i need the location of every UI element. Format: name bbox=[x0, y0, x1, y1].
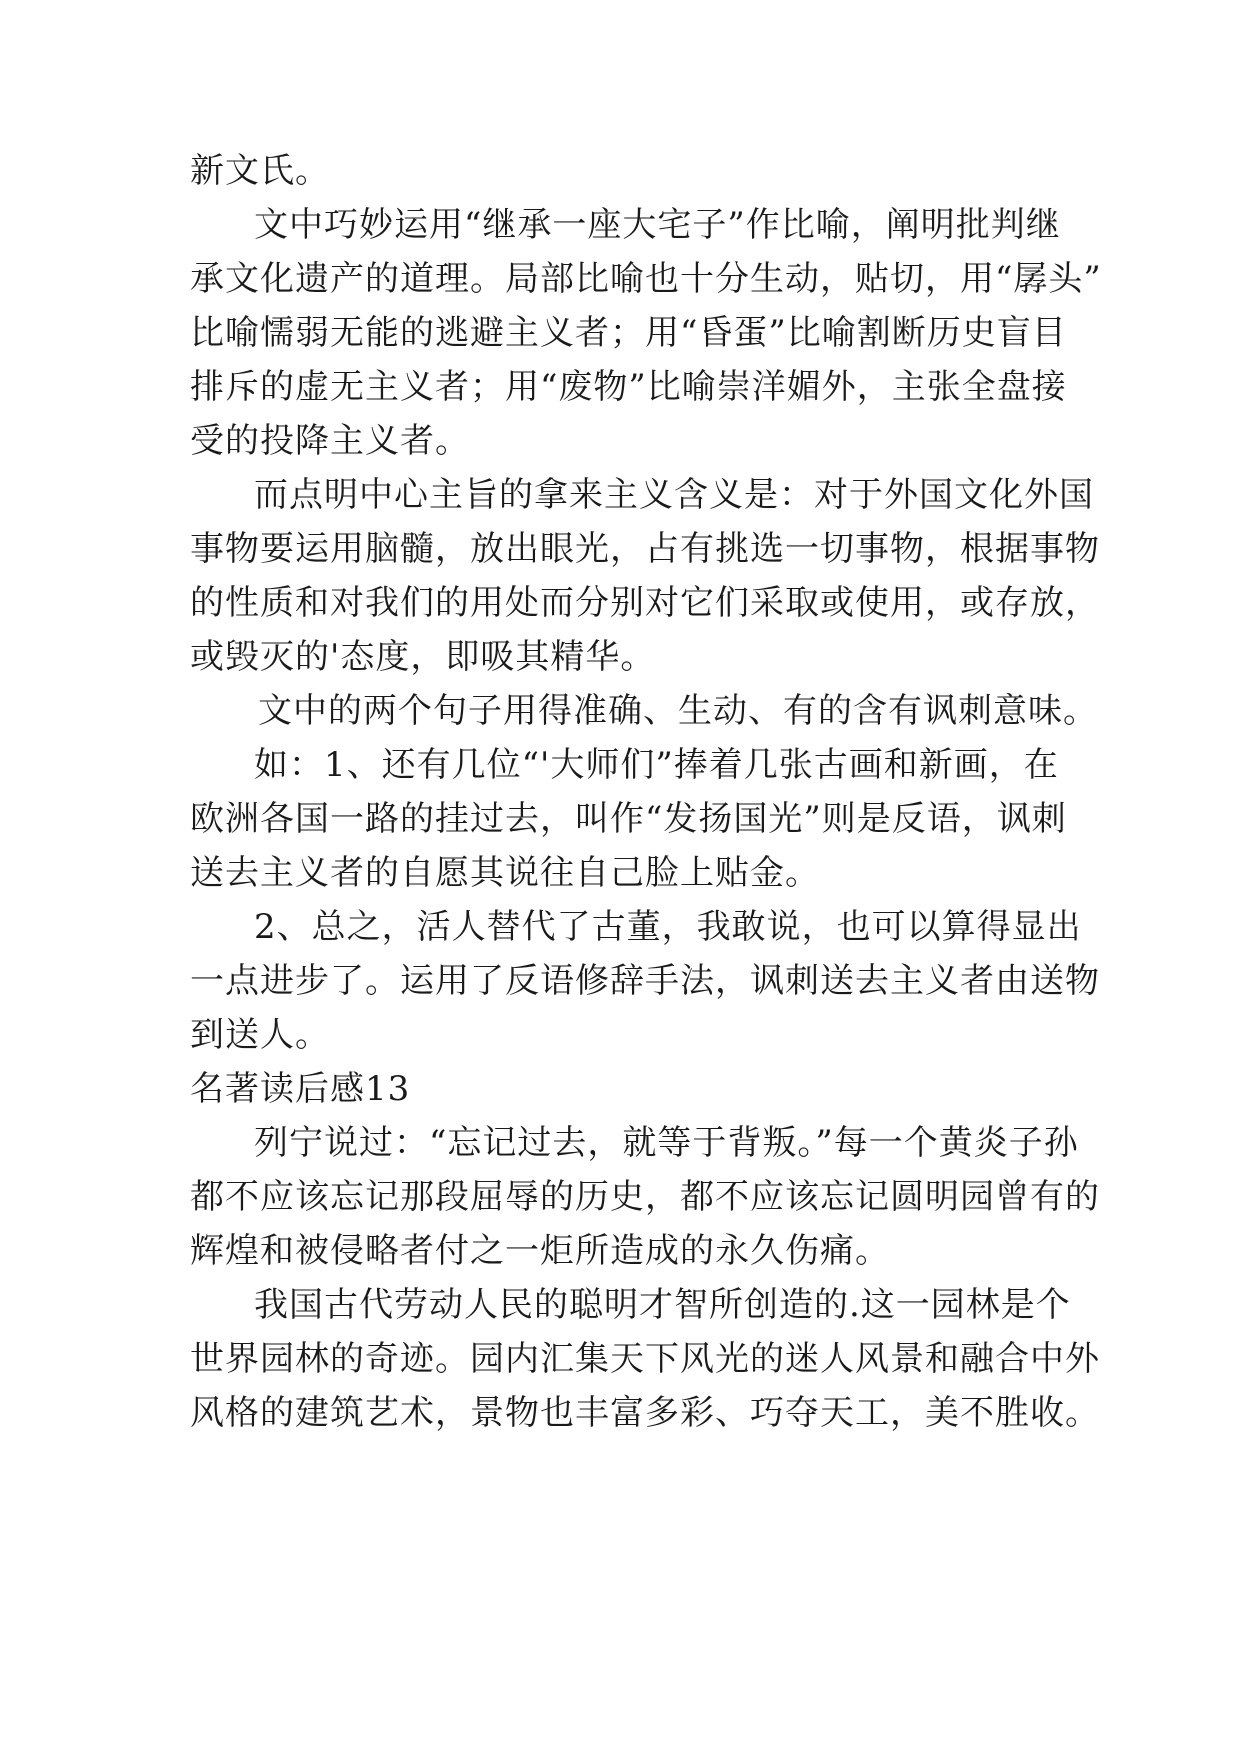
text-line: 排斥的虚无主义者；用“废物”比喻崇洋媚外，主张全盘接 bbox=[190, 367, 1067, 407]
text-line: 如：1、还有几位“'大师们”捧着几张古画和新画，在 bbox=[254, 745, 1059, 785]
text-line: 的性质和对我们的用处而分别对它们采取或使用，或存放， bbox=[190, 583, 1100, 623]
text-line: 文中的两个句子用得准确、生动、有的含有讽刺意味。 bbox=[258, 691, 1098, 731]
text-line: 风格的建筑艺术，景物也丰富多彩、巧夺天工，美不胜收。 bbox=[190, 1393, 1100, 1433]
text-line: 世界园林的奇迹。园内汇集天下风光的迷人风景和融合中外 bbox=[190, 1339, 1100, 1379]
text-line: 而点明中心主旨的拿来主义含义是：对于外国文化外国 bbox=[254, 475, 1094, 515]
text-line: 我国古代劳动人民的聪明才智所创造的.这一园林是个 bbox=[254, 1285, 1071, 1325]
text-line: 辉煌和被侵略者付之一炬所造成的永久伤痛。 bbox=[190, 1231, 890, 1271]
text-line: 一点进步了。运用了反语修辞手法，讽刺送去主义者由送物 bbox=[190, 961, 1100, 1001]
text-line: 都不应该忘记那段屈辱的历史，都不应该忘记圆明园曾有的 bbox=[190, 1177, 1100, 1217]
text-line: 或毁灭的'态度，即吸其精华。 bbox=[190, 637, 656, 677]
section-heading: 名著读后感13 bbox=[190, 1069, 411, 1109]
text-line: 文中巧妙运用“继承一座大宅子”作比喻，阐明批判继 bbox=[254, 205, 1061, 245]
text-line: 比喻懦弱无能的逃避主义者；用“昏蛋”比喻割断历史盲目 bbox=[190, 313, 1067, 353]
text-line: 承文化遗产的道理。局部比喻也十分生动，贴切，用“孱头” bbox=[190, 259, 1102, 299]
text-line: 2、总之，活人替代了古董，我敢说，也可以算得显出 bbox=[254, 907, 1082, 947]
text-line: 事物要运用脑髓，放出眼光，占有挑选一切事物，根据事物 bbox=[190, 529, 1100, 569]
text-line: 送去主义者的自愿其说往自己脸上贴金。 bbox=[190, 853, 820, 893]
text-line: 欧洲各国一路的挂过去，叫作“发扬国光”则是反语，讽刺 bbox=[190, 799, 1067, 839]
text-line: 列宁说过：“忘记过去，就等于背叛。”每一个黄炎子孙 bbox=[254, 1123, 1079, 1163]
text-line: 到送人。 bbox=[190, 1015, 330, 1055]
text-line: 受的投降主义者。 bbox=[190, 421, 470, 461]
text-line: 新文氏。 bbox=[190, 151, 330, 191]
